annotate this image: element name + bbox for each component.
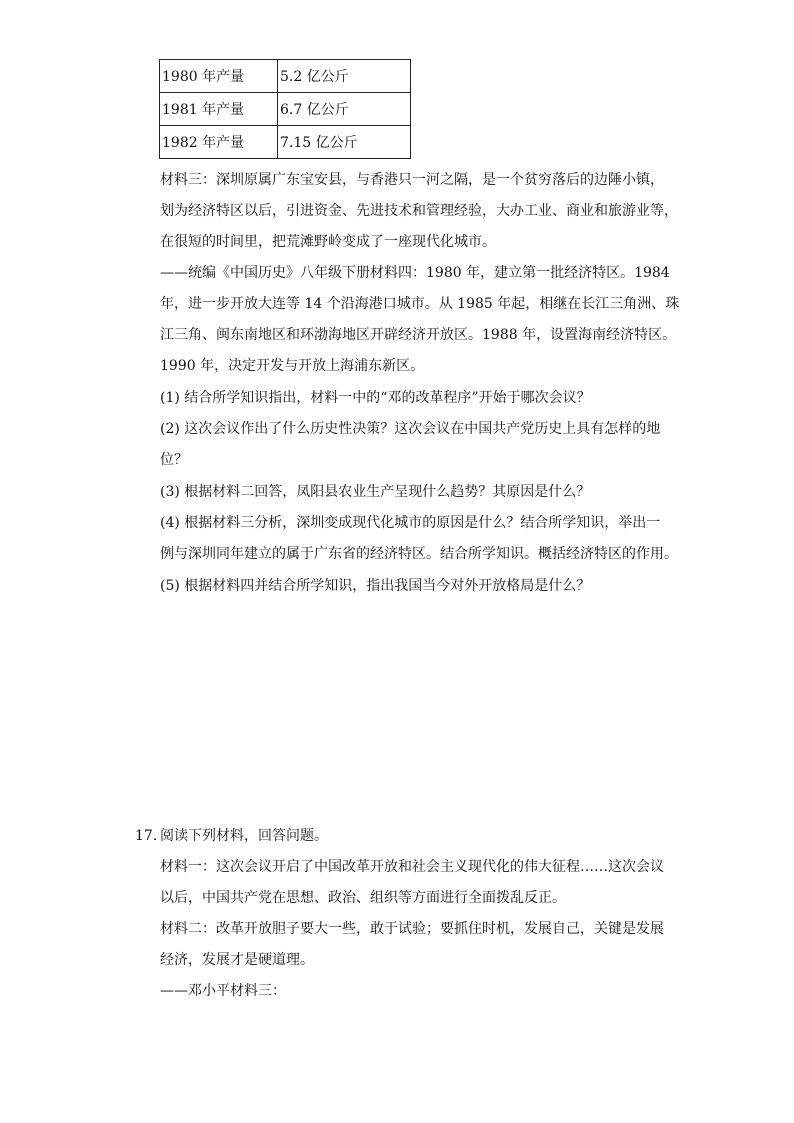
material3-line: 材料三：深圳原属广东宝安县，与香港只一河之隔，是一个贫穷落后的边陲小镇，	[160, 172, 664, 188]
q17-material2-line: 经济，发展才是硬道理。	[160, 952, 314, 968]
material4-line: ——统编《中国历史》八年级下册材料四：1980 年，建立第一批经济特区。1984	[160, 265, 670, 281]
question-5: (5) 根据材料四并结合所学知识，指出我国当今对外开放格局是什么？	[160, 578, 591, 594]
question-1: (1) 结合所学知识指出，材料一中的“邓的改革程序”开始于哪次会议？	[160, 390, 591, 406]
question-2-cont: 位？	[160, 452, 188, 468]
question-4: (4) 根据材料三分析，深圳变成现代化城市的原因是什么？结合所学知识，举出一	[160, 515, 661, 531]
table-cell-yield: 7.15 亿公斤	[278, 126, 411, 159]
table-row	[160, 60, 411, 93]
q17-material3-intro: ——邓小平材料三：	[160, 983, 286, 999]
table-cell-year: 1981 年产量	[160, 93, 278, 126]
question-2: (2) 这次会议作出了什么历史性决策？这次会议在中国共产党历史上具有怎样的地	[160, 421, 661, 437]
material3-line: 划为经济特区以后，引进资金、先进技术和管理经验，大办工业、商业和旅游业等，	[160, 203, 678, 219]
yield-table	[159, 59, 411, 159]
q17-material1-line: 材料一：这次会议开启了中国改革开放和社会主义现代化的伟大征程……这次会议	[160, 859, 664, 875]
material4-line: 年，进一步开放大连等 14 个沿海港口城市。从 1985 年起，相继在长江三角洲、珠	[160, 296, 680, 312]
material4-line: 江三角、闽东南地区和环渤海地区开辟经济开放区。1988 年，设置海南经济特区。	[160, 327, 677, 343]
material4-line: 1990 年，决定开发与开放上海浦东新区。	[160, 358, 425, 374]
table-cell-year: 1982 年产量	[160, 126, 278, 159]
q17-material1-line: 以后，中国共产党在思想、政治、组织等方面进行全面拨乱反正。	[160, 890, 566, 906]
question-17-number: 17.	[135, 828, 158, 844]
table-cell-yield: 6.7 亿公斤	[278, 93, 411, 126]
question-17-prompt: 阅读下列材料，回答问题。	[160, 828, 328, 844]
table-row	[160, 126, 411, 159]
question-3: (3) 根据材料二回答，凤阳县农业生产呈现什么趋势？其原因是什么？	[160, 484, 591, 500]
q17-material2-line: 材料二：改革开放胆子要大一些，敢于试验；要抓住时机，发展自己，关键是发展	[160, 921, 664, 937]
table-cell-year: 1980 年产量	[160, 60, 278, 93]
table-row	[160, 93, 411, 126]
table-cell-yield: 5.2 亿公斤	[278, 60, 411, 93]
question-4-cont: 例与深圳同年建立的属于广东省的经济特区。结合所学知识。概括经济特区的作用。	[160, 546, 678, 562]
material3-line: 在很短的时间里，把荒滩野岭变成了一座现代化城市。	[160, 234, 496, 250]
